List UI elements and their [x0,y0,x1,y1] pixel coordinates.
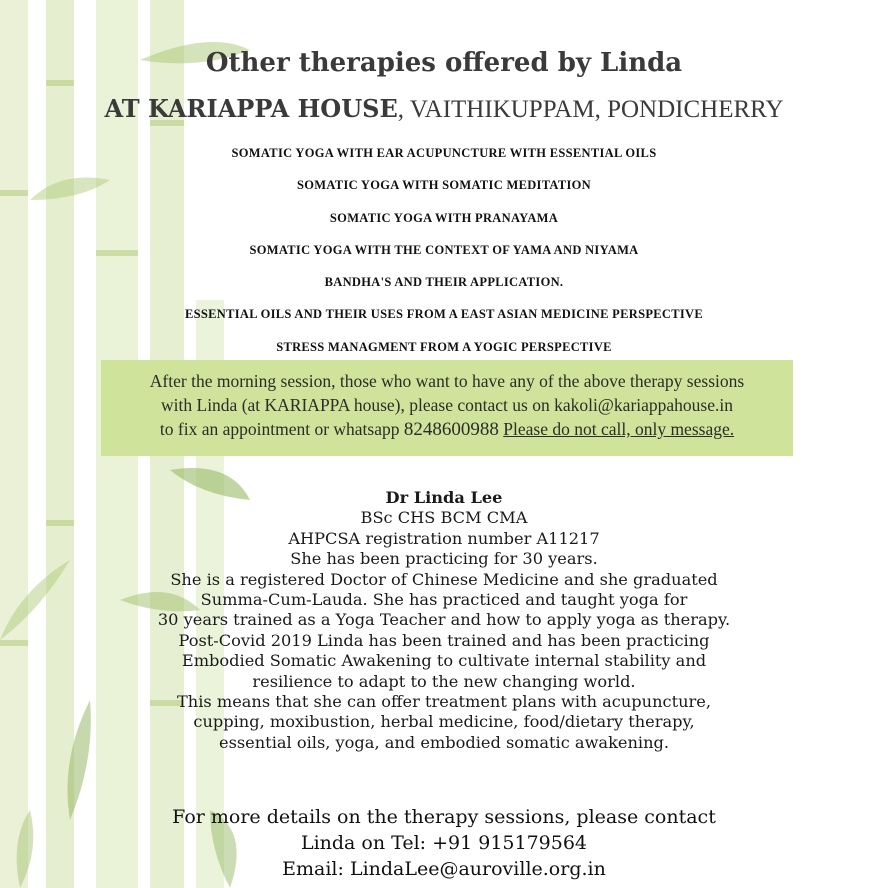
bio-line: AHPCSA registration number A11217 [288,528,600,548]
notice-line-1: After the morning session, those who want to have any of the above therapy sessions [149,371,745,391]
page-title: Other therapies offered by Linda [205,48,683,78]
bio-line: Summa-Cum-Lauda. She has practiced and taught yoga for [200,590,688,610]
bio-line: 30 years trained as a Yoga Teacher and how to apply yoga as therapy. [157,610,731,630]
whatsapp-number: 8248600988 [403,419,499,440]
bio-line: She is a registered Doctor of Chinese Medicine and she graduated [170,569,718,589]
no-call-note: Please do not call, only message. [503,419,735,439]
therapy-item: SOMATIC YOGA WITH SOMATIC MEDITATION [297,178,591,193]
appointment-notice [101,360,793,456]
therapy-item: SOMATIC YOGA WITH PRANAYAMA [329,210,559,225]
location-bold: AT KARIAPPA HOUSE [104,94,398,123]
location-rest: , VAITHIKUPPAM, PONDICHERRY [397,96,784,123]
bio-line: resilience to adapt to the new changing world. [252,671,636,691]
therapy-item: BANDHA'S AND THEIR APPLICATION. [324,275,564,290]
therapy-list [0,142,888,368]
notice-line-3 [101,417,793,442]
doctor-bio [0,488,888,753]
bio-line: cupping, moxibustion, herbal medicine, food/dietary therapy, [193,712,695,732]
bio-line: Embodied Somatic Awakening to cultivate internal stability and [181,651,707,671]
therapy-item: SOMATIC YOGA WITH THE CONTEXT OF YAMA AND NIYAMA [249,242,639,257]
contact-line-1: For more details on the therapy sessions, please contact [172,806,716,828]
therapy-item: ESSENTIAL OILS AND THEIR USES FROM A EAST ASIAN MEDICINE PERSPECTIVE [184,307,703,322]
bio-line: BSc CHS BCM CMA [360,508,528,528]
bio-line: essential oils, yoga, and embodied somatic awakening. [218,732,670,752]
contact-email: Email: LindaLee@auroville.org.in [282,858,606,880]
contact-block [0,804,888,882]
therapy-item: STRESS MANAGMENT FROM A YOGIC PERSPECTIVE [276,339,612,354]
contact-phone: Linda on Tel: +91 915179564 [300,832,588,854]
therapy-item: SOMATIC YOGA WITH EAR ACUPUNCTURE WITH ESSENTIAL OILS [231,146,657,160]
location-line [0,94,888,124]
notice-line-2: with Linda (at KARIAPPA house), please contact us on kakoli@kariappahouse.in [161,395,733,415]
doctor-name: Dr Linda Lee [385,488,503,507]
bio-line: This means that she can offer treatment plans with acupuncture, [177,692,711,712]
bio-line: Post-Covid 2019 Linda has been trained and has been practicing [178,630,710,650]
notice-line-3-prefix: to fix an appointment or whatsapp [159,419,404,439]
bio-line: She has been practicing for 30 years. [290,549,598,569]
